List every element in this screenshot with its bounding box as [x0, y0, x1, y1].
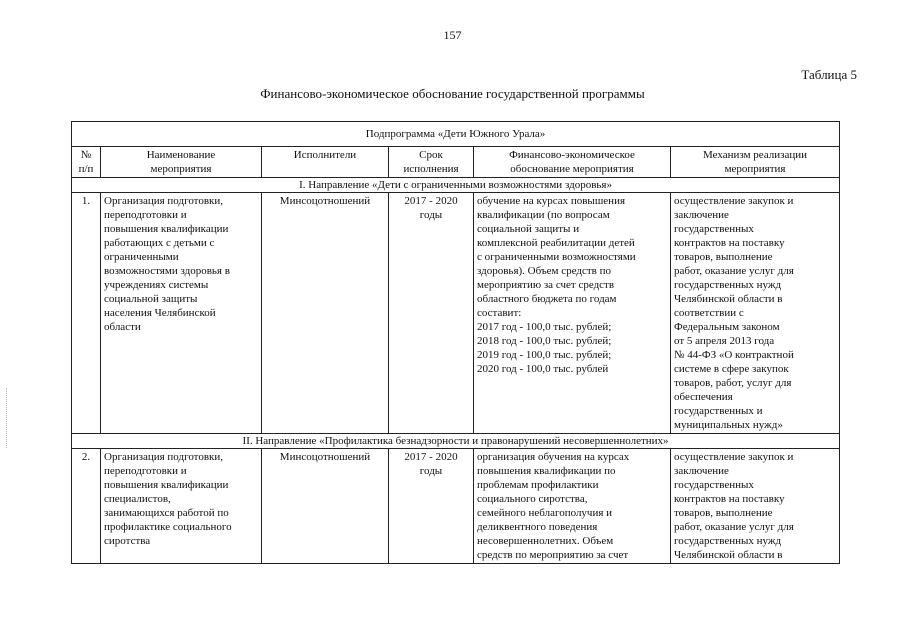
activity-name: Организация подготовки, переподготовки и повышения квалификации специалистов, занимающихся работой по профилактике социального сиротства [101, 449, 262, 564]
header-activity-name: Наименование мероприятия [101, 147, 262, 178]
scan-edge-marks [6, 388, 9, 448]
subprogram-title: Подпрограмма «Дети Южного Урала» [72, 122, 840, 147]
table-row [72, 193, 840, 434]
period: 2017 - 2020 годы [389, 449, 474, 564]
mechanism: осуществление закупок и заключение государственных контрактов на поставку товаров, выполнение работ, оказание услуг для государственных нужд Челябинской области в соответствии с Федеральным законом от 5 апреля 2013 года № 44-ФЗ «О контрактной системе в сфере закупок товаров, работ, услуг для обеспечения государственных и муниципальных нужд» [671, 193, 840, 434]
financial-justification-table [71, 121, 840, 564]
header-mechanism: Механизм реализации мероприятия [671, 147, 840, 178]
table-label: Таблица 5 [801, 67, 857, 82]
section-title: I. Направление «Дети с ограниченными возможностями здоровья» [72, 178, 840, 193]
executor: Минсоцотношений [262, 449, 389, 564]
header-row [72, 147, 840, 178]
period: 2017 - 2020 годы [389, 193, 474, 434]
justification: организация обучения на курсах повышения квалификации по проблемам профилактики социального сиротства, семейного неблагополучия и деликвентного поведения несовершеннолетних. Объем средств по мероприятию за счет [474, 449, 671, 564]
row-number: 2. [72, 449, 101, 564]
justification: обучение на курсах повышения квалификации (по вопросам социальной защиты и комплексной реабилитации детей с ограниченными возможностями здоровья). Объем средств по мероприятию за счет средств областного бюджета по годам составит: 2017 год - 100,0 тыс. рублей; 2018 год - 100,0 тыс. рублей; 2019 год - 100,0 тыс. рублей; 2020 год - 100,0 тыс. рублей [474, 193, 671, 434]
header-period: Срок исполнения [389, 147, 474, 178]
mechanism: осуществление закупок и заключение государственных контрактов на поставку товаров, выполнение работ, оказание услуг для государственных нужд Челябинской области в [671, 449, 840, 564]
document-title: Финансово-экономическое обоснование государственной программы [260, 86, 645, 101]
row-number: 1. [72, 193, 101, 434]
header-number: № п/п [72, 147, 101, 178]
section-title: II. Направление «Профилактика безнадзорности и правонарушений несовершеннолетних» [72, 434, 840, 449]
header-justification: Финансово-экономическое обоснование мероприятия [474, 147, 671, 178]
activity-name: Организация подготовки, переподготовки и повышения квалификации работающих с детьми с ограниченными возможностями здоровья в учреждениях системы социальной защиты населения Челябинской области [101, 193, 262, 434]
table-row [72, 449, 840, 564]
executor: Минсоцотношений [262, 193, 389, 434]
header-executors: Исполнители [262, 147, 389, 178]
page-number: 157 [443, 28, 462, 42]
